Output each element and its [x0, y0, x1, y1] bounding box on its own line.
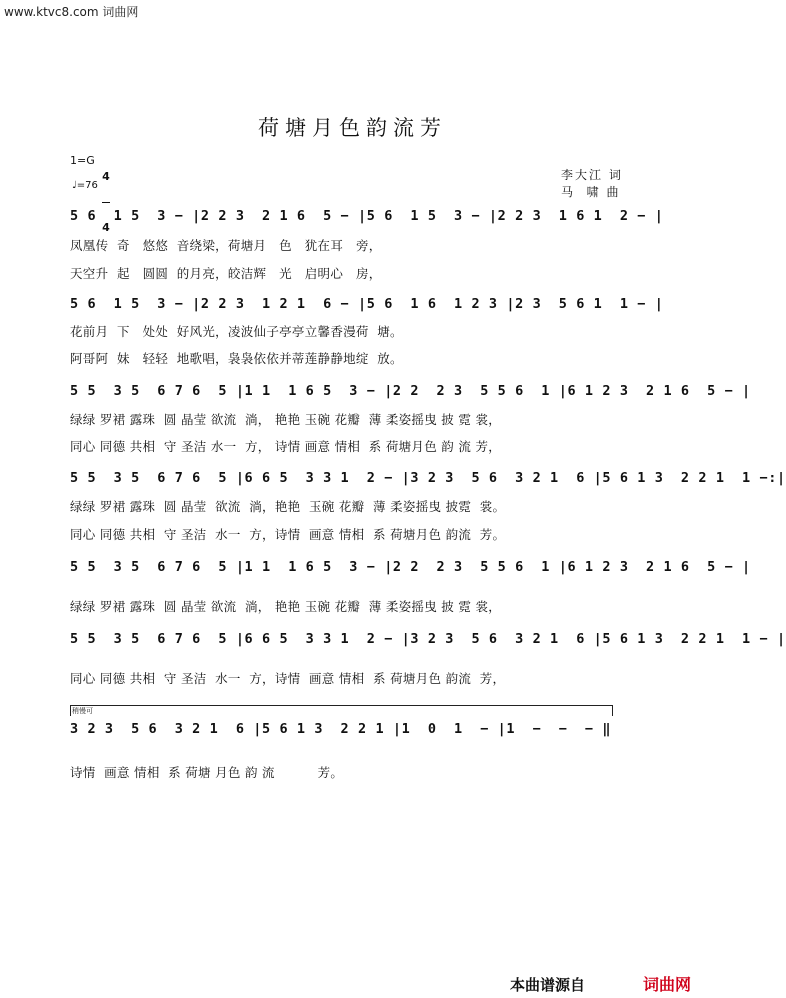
time-signature-bottom: 4 — [102, 221, 110, 234]
lyric-line: 凤凰传 奇 悠悠 音绕梁，荷塘月 色 犹在耳 旁， — [70, 238, 382, 253]
tempo-bracket-label: 稍慢可 — [72, 707, 93, 715]
tempo-mark: ♩=76 — [72, 180, 98, 191]
notation-line: 5 6 1 5 3 − |2 2 3 1 2 1 6 − |5 6 1 6 1 2 3 |2 3 5 6 1 1 − | — [70, 296, 664, 312]
tempo-bracket — [70, 705, 613, 716]
notation-line: 5 5 3 5 6 7 6 5 |1 1 1 6 5 3 − |2 2 2 3 5 5 6 1 |6 1 2 3 2 1 6 5 − | — [70, 383, 751, 399]
notation-line: 5 5 3 5 6 7 6 5 |1 1 1 6 5 3 − |2 2 2 3 5 5 6 1 |6 1 2 3 2 1 6 5 − | — [70, 559, 751, 575]
footer-source-text: 本曲谱源自 — [509, 976, 585, 994]
notation-line: 5 5 3 5 6 7 6 5 |6 6 5 3 3 1 2 − |3 2 3 5 6 3 2 1 6 |5 6 1 3 2 2 1 1 −:| — [70, 470, 786, 486]
lyric-line: 绿绿 罗裙 露珠 圆 晶莹 欲流 淌， 艳艳 玉碗 花瓣 薄 柔姿摇曳 披 霓 裳， — [70, 599, 502, 614]
lyric-line: 同心 同德 共相 守 圣洁 水一 方， 诗情 画意 情相 系 荷塘月色 韵 流 芳， — [70, 439, 502, 454]
lyric-line: 绿绿 罗裙 露珠 圆 晶莹 欲流 淌，艳艳 玉碗 花瓣 薄 柔姿摇曳 披霓 裳。 — [70, 499, 506, 514]
lyric-line: 阿哥阿 妹 轻轻 地歌唱，袅袅依依并蒂莲静静地绽 放。 — [70, 351, 403, 366]
time-signature-top: 4 — [102, 170, 110, 183]
site-watermark: www.ktvc8.com 词曲网 — [4, 5, 139, 19]
lyricist-credit: 李大江 词 — [561, 168, 623, 182]
notation-line: 5 6 1 5 3 − |2 2 3 2 1 6 5 − |5 6 1 5 3 − |2 2 3 1 6 1 2 − | — [70, 208, 664, 224]
notation-line: 5 5 3 5 6 7 6 5 |6 6 5 3 3 1 2 − |3 2 3 5 6 3 2 1 6 |5 6 1 3 2 2 1 1 − | — [70, 631, 786, 647]
brand-logo-text[interactable]: 词曲网 — [642, 975, 691, 994]
lyric-line: 诗情 画意 情相 系 荷塘 月色 韵 流 芳。 — [70, 765, 344, 780]
lyric-line: 绿绿 罗裙 露珠 圆 晶莹 欲流 淌， 艳艳 玉碗 花瓣 薄 柔姿摇曳 披 霓 裳， — [70, 412, 502, 427]
lyric-line: 天空升 起 圆圆 的月亮，皎洁辉 光 启明心 房， — [70, 266, 382, 281]
lyric-line: 同心 同德 共相 守 圣洁 水一 方，诗情 画意 情相 系 荷塘月色 韵流 芳。 — [70, 527, 506, 542]
notation-line: 3 2 3 5 6 3 2 1 6 |5 6 1 3 2 2 1 |1 0 1 − |1 − − − ‖ — [70, 721, 612, 737]
lyric-line: 同心 同德 共相 守 圣洁 水一 方，诗情 画意 情相 系 荷塘月色 韵流 芳， — [70, 671, 506, 686]
lyric-line: 花前月 下 处处 好风光，凌波仙子亭亭立馨香漫荷 塘。 — [70, 324, 403, 339]
composer-credit: 马 啸 曲 — [561, 185, 621, 199]
key-signature: 1=G — [70, 154, 95, 167]
time-signature — [102, 152, 110, 243]
song-title: 荷塘月色韵流芳 — [258, 116, 447, 140]
